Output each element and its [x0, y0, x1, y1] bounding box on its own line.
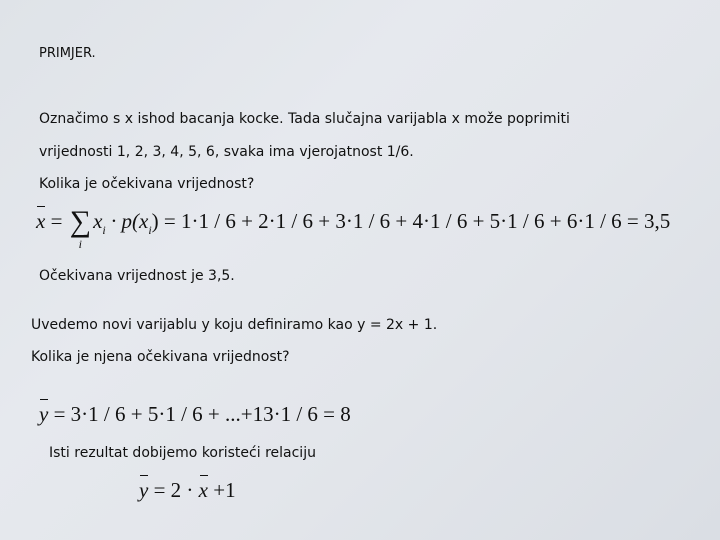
- intro-line-2: vrijednosti 1, 2, 3, 4, 5, 6, svaka ima vjerojatnost 1/6.: [39, 144, 414, 160]
- term-p: · p(x: [105, 209, 149, 233]
- intro-line-1: Označimo s x ishod bacanja kocke. Tada slučajna varijabla x može poprimiti: [39, 111, 570, 127]
- same-result-line: Isti rezultat dobijemo koristeći relaciju: [49, 445, 316, 461]
- relation-mid: = 2 ·: [148, 478, 199, 502]
- formula-expected-value-x: [36, 205, 671, 251]
- formula-expected-value-y: [39, 402, 351, 426]
- term-x: x: [93, 209, 103, 233]
- y-bar-relation-symbol: y: [139, 478, 149, 502]
- y-bar-symbol: y: [39, 402, 49, 426]
- term-p-subscript: i: [148, 223, 152, 237]
- term-x-subscript: i: [102, 223, 106, 237]
- x-bar-relation-symbol: x: [198, 478, 208, 502]
- question-new-expected-value: Kolika je njena očekivana vrijednost?: [31, 349, 290, 365]
- relation-end: +1: [208, 478, 236, 502]
- equals-sign: =: [45, 209, 68, 233]
- summation-index: i: [78, 237, 83, 251]
- answer-expected-value: Očekivana vrijednost je 3,5.: [39, 268, 235, 284]
- question-expected-value: Kolika je očekivana vrijednost?: [39, 176, 255, 192]
- summation-symbol: ∑ i: [69, 205, 92, 251]
- formula-relation: [139, 478, 236, 502]
- formula-rhs: ) = 1·1 / 6 + 2·1 / 6 + 3·1 / 6 + 4·1 / 6 + 5·1 / 6 + 6·1 / 6 = 3,5: [151, 209, 671, 233]
- slide-heading: PRIMJER.: [39, 46, 96, 61]
- x-bar-symbol: x: [36, 209, 46, 233]
- formula-y-rhs: = 3·1 / 6 + 5·1 / 6 + ...+13·1 / 6 = 8: [48, 402, 351, 426]
- new-variable-definition: Uvedemo novi varijablu y koju definiramo kao y = 2x + 1.: [31, 317, 438, 333]
